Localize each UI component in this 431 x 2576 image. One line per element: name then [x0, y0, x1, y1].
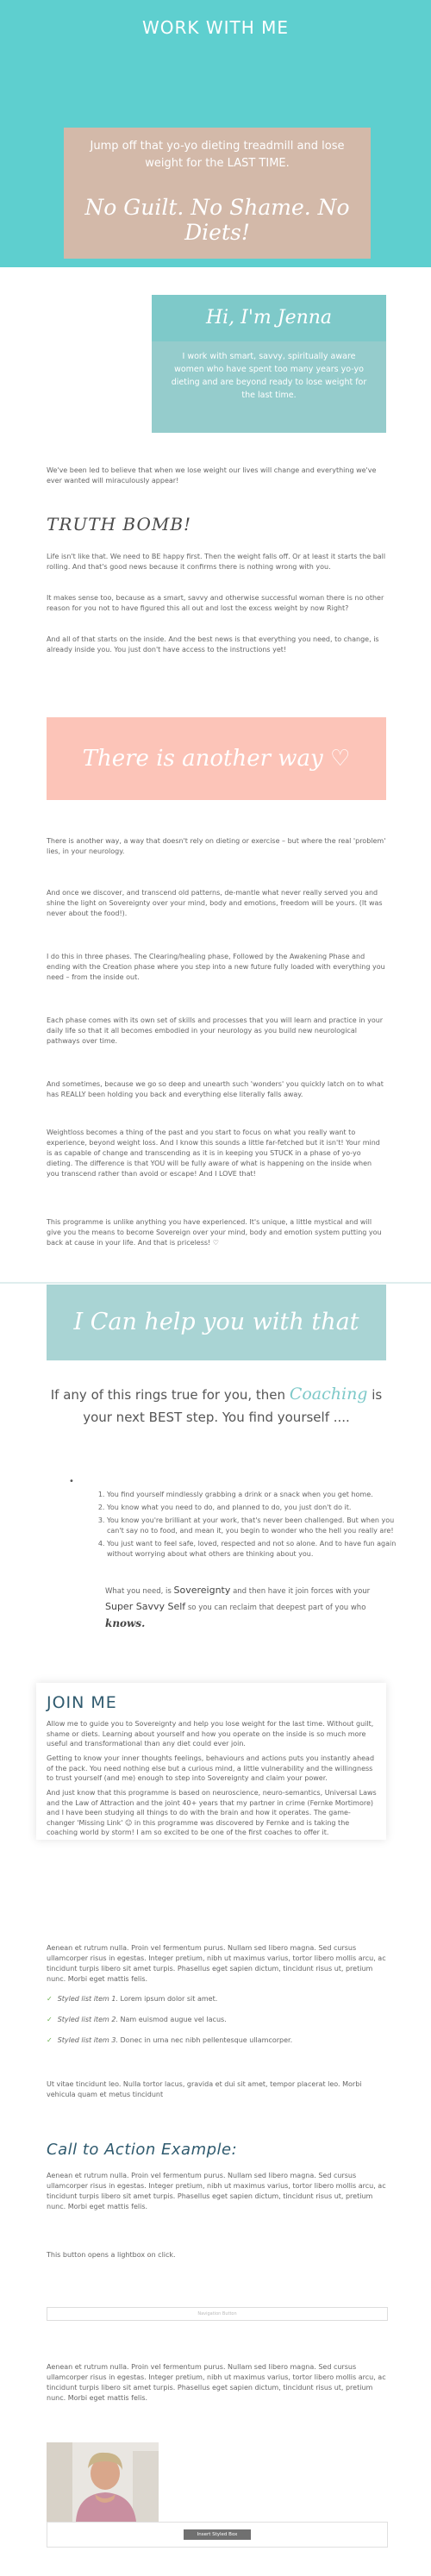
intro-heading: Hi, I'm Jenna — [152, 295, 386, 341]
need-statement — [105, 1583, 390, 1633]
check-icon: ✓ — [47, 2036, 53, 2044]
paragraph: Weightloss becomes a thing of the past and you start to focus on what you really want to experience, beyond weight loss. And I know this sounds a little far-fetched but it isn't! Your mind is as capable of change and transcending as it is in keeping you STUCK in a phase of yo-yo dieting. The difference is that YOU will be fully aware of what is happening on the inside when you transcend rather than avoid or escape! And I LOVE that! — [47, 1129, 380, 1178]
join-heading: JOIN ME — [47, 1693, 117, 1712]
coaching-statement — [47, 1383, 386, 1429]
intro-card — [152, 295, 386, 433]
paragraph: Life isn't like that. We need to BE happy first. Then the weight falls off. Or at least it starts the ball rolling. And that's good news because it confirms there is nothing wrong with you. — [47, 553, 386, 571]
join-paragraph: Getting to know your inner thoughts feelings, behaviours and actions puts you instantly ahead of the pack. You need nothing else but a curious mind, a little vulnerability and the willingness to trust yourself (and me) enough to step into Sovereignty and claim your power. — [47, 1754, 375, 1782]
list-item: 1. You find yourself mindlessly grabbing a drink or a snack when you get home. — [107, 1490, 400, 1500]
styled-list-item — [47, 2016, 227, 2023]
list-item-text: Lorem ipsum dolor sit amet. — [117, 1995, 218, 2003]
list-item-label: Styled list item 3. — [57, 2036, 118, 2044]
list-item: 2. You know what you need to do, and planned to do, you just don't do it. — [107, 1503, 400, 1513]
need-sovereignty: Sovereignty — [173, 1585, 231, 1596]
list-item: 3. You know you're brilliant at your work, that's never been challenged. But when you can't say no to food, and mean it, you begin to wonder who the hell you really are! — [107, 1516, 400, 1536]
need-text: What you need, is — [105, 1587, 174, 1596]
hero-tagline-box — [64, 128, 371, 259]
list-item: 4. You just want to feel safe, loved, respected and not so alone. And to have fun again without worrying about what others are thinking about you. — [107, 1539, 400, 1560]
navigation-button[interactable]: Navigation Button — [47, 2307, 388, 2321]
hero-slogan: No Guilt. No Shame. No Diets! — [84, 195, 350, 245]
coach-photo-image — [47, 2442, 159, 2522]
join-paragraph: And just know that this programme is based on neuroscience, neuro-semantics, Universal Laws and the Law of Attraction and the joint 40+ years that my partner in crime (Fernke Mortimore) and I have been studying all things to do with the brain and how it operates. The game-changer 'Missing Link' ☺ in this programme was discovered by Fernke and is taking the coaching world by storm! I am so excited to be one of the first coaches to offer it. — [47, 1789, 377, 1836]
paragraph: Ut vitae tincidunt leo. Nulla tortor lacus, gravida et dui sit amet, tempor placerat leo. Morbi vehicula quam et metus tincidunt — [47, 2080, 362, 2098]
hero-banner — [0, 0, 431, 267]
styled-list-item — [47, 2036, 292, 2044]
coaching-statement-post: is your next BEST step. You find yourself .... — [83, 1387, 383, 1425]
styled-box — [47, 2522, 388, 2548]
insert-styled-box-button[interactable]: Insert Styled Box — [184, 2529, 251, 2540]
coaching-statement-pre: If any of this rings true for you, then — [50, 1387, 290, 1403]
need-text: and then have it join forces with your — [230, 1587, 371, 1596]
empty-bullet: • — [69, 1477, 74, 1486]
need-super-savvy: Super Savvy Self — [105, 1601, 186, 1612]
coach-photo — [47, 2442, 159, 2522]
paragraph: I do this in three phases. The Clearing/healing phase, Followed by the Awakening Phase and ending with the Creation phase where you step into a new future fully loaded with everything you need – from the inside out. — [47, 953, 385, 981]
list-item-label: Styled list item 1. — [57, 1995, 118, 2003]
intro-body: I work with smart, savvy, spiritually aware women who have spent too many years yo-yo dieting and are beyond ready to lose weight for the last time. — [152, 341, 386, 433]
check-icon: ✓ — [47, 1995, 53, 2003]
truth-bomb-heading: TRUTH BOMB! — [47, 514, 192, 535]
join-me-card — [36, 1683, 386, 1840]
another-way-banner: There is another way ♡ — [47, 717, 386, 800]
paragraph: Aenean et rutrum nulla. Proin vel fermentum purus. Nullam sed libero magna. Sed cursus ullamcorper risus in egestas. Integer pretium, nibh ut maximus varius, tortor libero mollis arcu, ac tincidunt turpis libero sit amet turpis. Phasellus eget sapien dictum, tincidunt risus ut, pretium nunc. Morbi eget mattis felis. — [47, 1944, 386, 1983]
paragraph: We've been led to believe that when we lose weight our lives will change and everything we've ever wanted will miraculously appear! — [47, 466, 377, 485]
help-banner: I Can help you with that — [47, 1285, 386, 1360]
paragraph: This programme is unlike anything you have experienced. It's unique, a little mystical and will give you the means to become Sovereign over your mind, body and emotion system putting you back at cause in your life. And that is priceless! ♡ — [47, 1218, 382, 1247]
styled-list-item — [47, 1995, 217, 2003]
lightbox-note: This button opens a lightbox on click. — [47, 2251, 176, 2259]
check-icon: ✓ — [47, 2016, 53, 2023]
hero-tagline: Jump off that yo-yo dieting treadmill and lose weight for the LAST TIME. — [90, 140, 345, 170]
paragraph: And sometimes, because we go so deep and unearth such 'wonders' you quickly latch on to what has REALLY been holding you back and everything else literally falls away. — [47, 1080, 384, 1098]
need-knows: knows. — [105, 1617, 146, 1629]
paragraph: And all of that starts on the inside. And the best news is that everything you need, to change, is already inside you. You just don't have access to the instructions yet! — [47, 635, 379, 653]
cta-heading: Call to Action Example: — [47, 2141, 238, 2159]
coaching-word: Coaching — [289, 1385, 368, 1404]
list-item-label: Styled list item 2. — [57, 2016, 118, 2023]
list-item-text: Nam euismod augue vel lacus. — [117, 2016, 227, 2023]
need-text: so you can reclaim that deepest part of you who — [185, 1604, 366, 1612]
page-title: WORK WITH ME — [141, 17, 290, 38]
list-item-text: Donec in urna nec nibh pellentesque ullamcorper. — [117, 2036, 293, 2044]
section-divider — [0, 1282, 431, 1284]
paragraph: There is another way, a way that doesn't rely on dieting or exercise – but where the real 'problem' lies, in your neurology. — [47, 837, 386, 855]
paragraph: And once we discover, and transcend old patterns, de-mantle what never really served you and shine the light on Sovereignty over your mind, body and emotions, freedom will be yours. (It was never about the food!). — [47, 889, 383, 917]
join-paragraph: Allow me to guide you to Sovereignty and help you lose weight for the last time. Without guilt, shame or diets. Learning about yourself and how you operate on the inside is so much more useful and transformational than any diet could ever join. — [47, 1720, 374, 1748]
paragraph: Aenean et rutrum nulla. Proin vel fermentum purus. Nullam sed libero magna. Sed cursus ullamcorper risus in egestas. Integer pretium, nibh ut maximus varius, tortor libero mollis arcu, ac tincidunt turpis libero sit amet turpis. Phasellus eget sapien dictum, tincidunt risus ut, pretium nunc. Morbi eget mattis felis. — [47, 2172, 386, 2210]
paragraph: Aenean et rutrum nulla. Proin vel fermentum purus. Nullam sed libero magna. Sed cursus ullamcorper risus in egestas. Integer pretium, nibh ut maximus varius, tortor libero mollis arcu, ac tincidunt turpis libero sit amet turpis. Phasellus eget sapien dictum, tincidunt risus ut, pretium nunc. Morbi eget mattis felis. — [47, 2363, 386, 2402]
paragraph: It makes sense too, because as a smart, savvy and otherwise successful woman there is no other reason for you not to have figured this all out and lost the excess weight by now Right? — [47, 594, 384, 612]
symptom-list — [95, 1490, 400, 1562]
paragraph: Each phase comes with its own set of skills and processes that you will learn and practice in your daily life so that it all becomes embodied in your neurology as you build new neurological pathways over time. — [47, 1016, 384, 1045]
